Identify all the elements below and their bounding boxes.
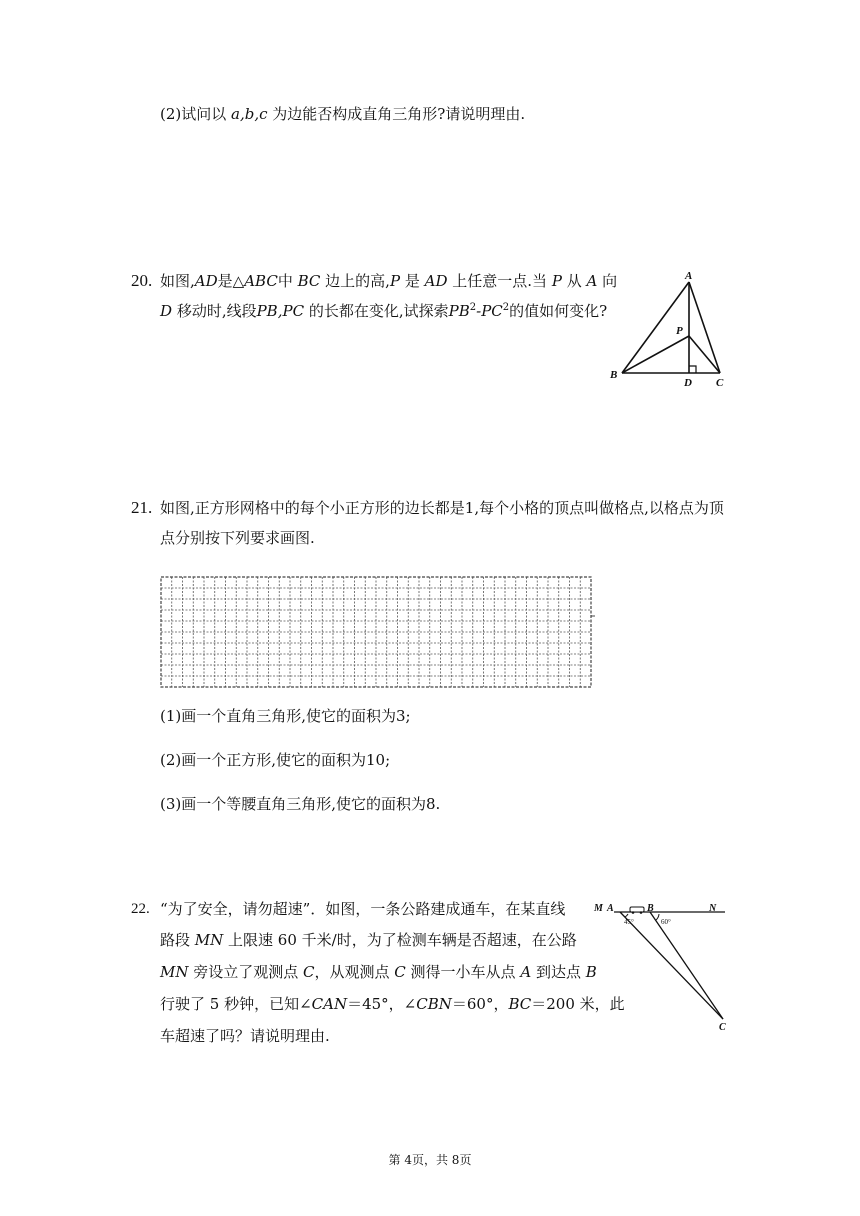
var: BC [297,272,321,290]
var: C [303,963,315,981]
q21-line2: 点分别按下列要求画图. [160,529,315,547]
label-C: C [716,377,724,389]
q20-line2 [160,300,607,322]
text: 路段 [160,931,195,949]
var: D [160,302,173,320]
text: 的长都在变化,试探索 [308,302,449,320]
q21-number: 21. [131,498,153,517]
var: CAN [311,995,348,1013]
var: P [551,272,562,290]
var: P [389,272,401,290]
var: PB [448,302,470,320]
q20-number: 20. [131,271,153,290]
q21-part3: (3)画一个等腰直角三角形,使它的面积为8. [160,795,441,813]
exponent: 2 [469,302,477,313]
text: ，从观测点 [314,963,395,981]
page-footer: 第 4页，共 8页 [388,1153,472,1167]
label-N: N [709,903,717,914]
text: 是 [404,272,420,290]
text: ＝45°，∠ [347,995,417,1013]
label-P: P [676,325,683,337]
q21-line1: 如图,正方形网格中的每个小正方形的边长都是1,每个小格的顶点叫做格点,以格点为顶 [160,499,724,517]
label-A: A [685,270,693,282]
var: C [394,963,406,981]
q21-part1: (1)画一个直角三角形,使它的面积为3; [160,707,411,725]
var: AD [424,272,448,290]
text: ＝200 米，此 [531,995,625,1013]
text: 移动时,线段 [176,302,257,320]
var: B [585,963,597,981]
q20-triangle-figure [605,266,735,396]
q22-line5: 车超速了吗？请说明理由. [160,1027,330,1045]
var: BC [508,995,532,1013]
text: 中 [277,272,293,290]
var: CBN [416,995,452,1013]
text: 是△ [217,272,245,290]
var-abc: a,b,c [231,105,268,123]
q19-part2 [160,103,525,125]
q22-line4 [160,993,625,1015]
var: A [586,272,598,290]
var: PB,PC [256,302,305,320]
text: 上任意一点.当 [452,272,548,290]
text: ＝60°， [451,995,509,1013]
var: A [520,963,532,981]
q22-line2 [160,929,577,951]
q22-line1: “为了安全，请勿超速”．如图，一条公路建成通车，在某直线 [160,900,566,918]
text: 如图, [160,272,195,290]
label-B: B [610,369,618,381]
text: 行驶了 5 秒钟，已知∠ [160,995,312,1013]
var: MN [160,963,189,981]
label-C: C [719,1022,726,1033]
label-D: D [684,377,692,389]
exponent: 2 [502,302,510,313]
text: 测得一小车从点 [405,963,521,981]
text: 的值如何变化? [509,302,608,320]
label-A: A [607,903,614,914]
text: 为边能否构成直角三角形?请说明理由. [267,105,526,123]
var: ABC [244,272,278,290]
q20-line1 [160,270,617,292]
text: 边上的高, [325,272,390,290]
text: 上限速 60 千米/时，为了检测车辆是否超速，在公路 [223,931,577,949]
var: MN [194,931,224,949]
var: AD [194,272,218,290]
q22-road-figure [592,898,737,1033]
angle-45-label: 45° [624,918,634,926]
label-B: B [647,903,654,914]
text: 旁设立了观测点 [188,963,304,981]
text: 向 [602,272,618,290]
text: 到达点 [531,963,586,981]
text: (2)试问以 [160,105,232,123]
text: 从 [566,272,582,290]
q21-square-grid [160,575,598,691]
var: -PC [476,302,503,320]
q21-part2: (2)画一个正方形,使它的面积为10; [160,751,391,769]
q22-number: 22. [131,901,150,917]
angle-60-label: 60° [661,918,671,926]
label-M: M [594,903,603,914]
q22-line3 [160,961,597,983]
